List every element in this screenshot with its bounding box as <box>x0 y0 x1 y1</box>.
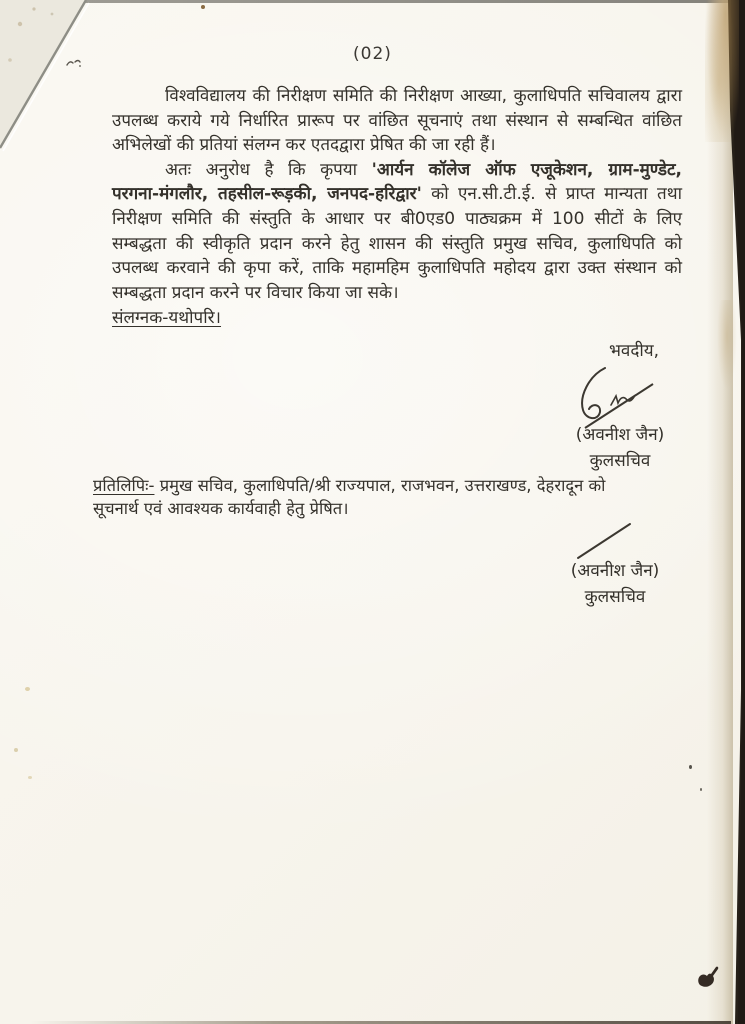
institution-address-bold: परगना-मंगलौर, तहसील-रूड़की, जनपद-हरिद्वार' <box>112 184 422 205</box>
enclosure-note: संलग्नक-यथोपरि। <box>112 308 222 329</box>
ink-blot <box>694 962 720 990</box>
body-line: उपलब्ध करवाने की कृपा करें, ताकि महामहिम कुलाधिपति महोदय द्वारा उक्त संस्थान को <box>112 258 682 279</box>
closing-salutation: भवदीय, <box>608 341 660 361</box>
signatory-designation-1: कुलसचिव <box>589 451 651 471</box>
signature-block-1 <box>535 338 705 471</box>
request-text: अतः अनुरोध है कि कृपया <box>165 159 372 180</box>
signatory-name-1: (अवनीश जैन) <box>575 425 665 445</box>
body-line: सम्बद्धता की स्वीकृति प्रदान करने हेतु शासन की संस्तुति प्रमुख सचिव, कुलाधिपति को <box>112 233 682 254</box>
paper-speck <box>25 687 30 691</box>
page-number: (02) <box>353 44 392 64</box>
body-line: अभिलेखों की प्रतियां संलग्न कर एतदद्वारा प्रेषित की जा रही हैं। <box>112 135 496 156</box>
paper-speck <box>689 765 692 769</box>
institution-name-bold: 'आर्यन कॉलेज ऑफ एजूकेशन, ग्राम-मुण्डेट, <box>371 159 682 180</box>
scan-edge-top <box>72 0 745 3</box>
paper-speck <box>28 776 32 779</box>
copy-line <box>93 474 678 497</box>
copy-to-label: प्रतिलिपिः- <box>93 476 155 495</box>
paper-speck <box>201 5 205 9</box>
copy-to-note <box>93 474 678 520</box>
body-line: सम्बद्धता प्रदान करने पर विचार किया जा सके। <box>112 282 399 303</box>
body-text-continued: को एन.सी.टी.ई. से प्राप्त मान्यता तथा <box>421 184 682 205</box>
scan-edge-right <box>728 0 745 1024</box>
body-line: विश्वविद्यालय की निरीक्षण समिति की निरीक्षण आख्या, कुलाधिपति सचिवालय द्वारा <box>165 86 682 106</box>
copy-recipients: प्रमुख सचिव, कुलाधिपति/श्री राज्यपाल, राजभवन, उत्तराखण्ड, देहरादून को <box>154 476 606 495</box>
body-line: उपलब्ध कराये गये निर्धारित प्रारूप पर वांछित सूचनाएं तथा संस्थान से सम्बन्धित वांछित <box>112 110 682 131</box>
signatory-designation-2: कुलसचिव <box>584 587 646 607</box>
copy-line: सूचनार्थ एवं आवश्यक कार्यवाही हेतु प्रेषित। <box>93 499 349 518</box>
signature-scribble <box>555 352 670 437</box>
letter-body <box>112 84 682 331</box>
body-line <box>112 158 682 183</box>
signatory-name-2: (अवनीश जैन) <box>570 561 660 581</box>
body-line <box>112 182 682 207</box>
signature-slash <box>570 520 640 562</box>
signature-block-2 <box>530 520 700 607</box>
body-line: निरीक्षण समिति की संस्तुति के आधार पर बी0एड0 पाठ्यक्रम में 100 सीटों के लिए <box>112 208 682 229</box>
paper-speck <box>700 788 702 791</box>
paper-speck <box>14 748 18 752</box>
folded-corner <box>0 0 100 160</box>
